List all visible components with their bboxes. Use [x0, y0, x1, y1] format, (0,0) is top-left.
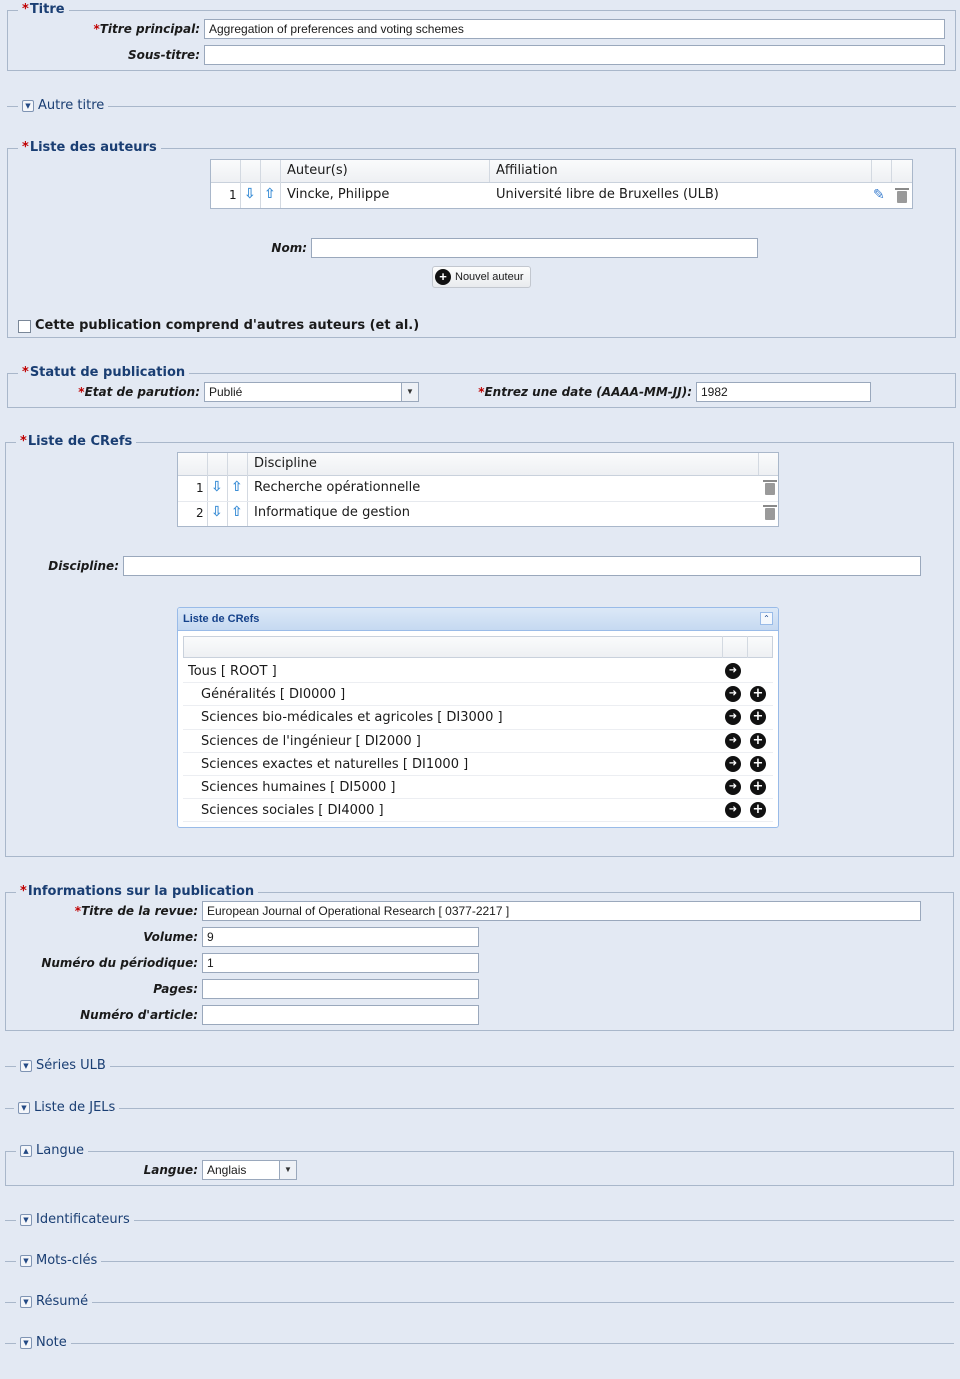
- resume-line: [5, 1302, 954, 1303]
- tree-row-label: Sciences bio-médicales et agricoles [ DI3000 ]: [201, 710, 503, 726]
- revue-input[interactable]: European Journal of Operational Research [ 0377-2217 ]: [202, 901, 921, 921]
- chevron-down-icon: ▼: [20, 1337, 32, 1349]
- add-circle-icon[interactable]: +: [750, 802, 766, 818]
- crefs-tree-panel: [177, 607, 779, 828]
- et-al-label: Cette publication comprend d'autres auteurs (et al.): [35, 318, 420, 333]
- revue-label: *Titre de la revue:: [74, 904, 198, 918]
- column-header-discipline[interactable]: Discipline: [254, 456, 317, 471]
- series-toggle[interactable]: ▼ Séries ULB: [16, 1058, 110, 1074]
- column-header-affiliation[interactable]: Affiliation: [496, 163, 558, 178]
- trash-icon[interactable]: [765, 483, 775, 495]
- identificateurs-line: [5, 1220, 954, 1221]
- chevron-down-icon: ▼: [18, 1102, 30, 1114]
- titre-legend: *Titre: [18, 2, 69, 18]
- langue-label: Langue:: [143, 1163, 198, 1177]
- titre-principal-label: *Titre principal:: [93, 22, 200, 36]
- trash-icon[interactable]: [765, 508, 775, 520]
- tree-row[interactable]: [183, 706, 773, 729]
- auteur-affiliation: Université libre de Bruxelles (ULB): [496, 187, 719, 202]
- tree-header: [183, 636, 773, 658]
- move-down-icon[interactable]: ⇩: [211, 504, 223, 520]
- add-circle-icon[interactable]: +: [750, 709, 766, 725]
- row-number: 1: [196, 481, 204, 495]
- discipline-cell: Recherche opérationnelle: [254, 480, 421, 495]
- chevron-down-icon: ▼: [20, 1296, 32, 1308]
- et-al-checkbox[interactable]: [18, 320, 31, 333]
- sous-titre-label: Sous-titre:: [128, 48, 200, 62]
- arrow-right-circle-icon[interactable]: ➜: [725, 802, 741, 818]
- volume-label: Volume:: [143, 930, 198, 944]
- autre-titre-toggle[interactable]: ▼ Autre titre: [18, 98, 108, 114]
- row-number: 2: [196, 506, 204, 520]
- mots-cles-toggle[interactable]: ▼ Mots-clés: [16, 1253, 101, 1269]
- auteur-name: Vincke, Philippe: [287, 187, 390, 202]
- date-label: *Entrez une date (AAAA-MM-JJ):: [478, 385, 692, 399]
- pages-label: Pages:: [153, 982, 198, 996]
- chevron-up-icon: ▲: [20, 1145, 32, 1157]
- arrow-right-circle-icon[interactable]: ➜: [725, 756, 741, 772]
- discipline-input[interactable]: [123, 556, 921, 576]
- jels-line: [5, 1108, 954, 1109]
- arrow-right-circle-icon[interactable]: ➜: [725, 733, 741, 749]
- move-up-icon[interactable]: ⇧: [231, 504, 243, 520]
- article-label: Numéro d'article:: [80, 1008, 198, 1022]
- move-up-icon[interactable]: ⇧: [264, 186, 276, 202]
- panel-title: Liste de CRefs: [178, 608, 778, 631]
- tree-row-label: Généralités [ DI0000 ]: [201, 687, 346, 703]
- langue-toggle[interactable]: ▲ Langue: [16, 1143, 88, 1159]
- sous-titre-input[interactable]: [204, 45, 945, 65]
- auteurs-legend: *Liste des auteurs: [18, 140, 161, 156]
- tree-row-label: Sciences exactes et naturelles [ DI1000 ]: [201, 756, 469, 772]
- statut-legend: *Statut de publication: [18, 365, 189, 381]
- tree-row[interactable]: [183, 730, 773, 753]
- tree-row-label: Sciences humaines [ DI5000 ]: [201, 780, 396, 795]
- mots-cles-line: [5, 1261, 954, 1262]
- nom-input[interactable]: [311, 238, 758, 258]
- tree-row[interactable]: [183, 776, 773, 799]
- numero-input[interactable]: 1: [202, 953, 479, 973]
- column-header-auteurs[interactable]: Auteur(s): [287, 163, 348, 178]
- jels-toggle[interactable]: ▼ Liste de JELs: [14, 1100, 119, 1116]
- arrow-right-circle-icon[interactable]: ➜: [725, 709, 741, 725]
- chevron-down-icon[interactable]: ▼: [401, 383, 418, 401]
- move-down-icon[interactable]: ⇩: [244, 186, 256, 202]
- move-down-icon[interactable]: ⇩: [211, 479, 223, 495]
- crefs-legend: *Liste de CRefs: [16, 434, 136, 450]
- volume-input[interactable]: 9: [202, 927, 479, 947]
- add-circle-icon[interactable]: +: [750, 779, 766, 795]
- move-up-icon[interactable]: ⇧: [231, 479, 243, 495]
- resume-toggle[interactable]: ▼ Résumé: [16, 1294, 92, 1310]
- titre-principal-input[interactable]: Aggregation of preferences and voting schemes: [204, 19, 945, 39]
- tree-row[interactable]: [183, 753, 773, 776]
- tree-row[interactable]: [183, 660, 773, 683]
- tree-row[interactable]: [183, 683, 773, 706]
- infos-legend: *Informations sur la publication: [16, 884, 258, 900]
- series-line: [5, 1066, 954, 1067]
- nouvel-auteur-button[interactable]: + Nouvel auteur: [432, 266, 531, 288]
- chevron-down-icon[interactable]: ▼: [279, 1161, 296, 1179]
- langue-select[interactable]: Anglais ▼: [202, 1160, 297, 1180]
- note-line: [5, 1343, 954, 1344]
- autre-titre-line: [7, 106, 956, 107]
- trash-icon[interactable]: [897, 191, 907, 203]
- note-toggle[interactable]: ▼ Note: [16, 1335, 71, 1351]
- numero-label: Numéro du périodique:: [41, 956, 198, 970]
- arrow-right-circle-icon[interactable]: ➜: [725, 779, 741, 795]
- chevron-down-icon: ▼: [20, 1060, 32, 1072]
- chevron-down-icon: ▼: [20, 1255, 32, 1267]
- etat-select[interactable]: Publié ▼: [204, 382, 419, 402]
- identificateurs-toggle[interactable]: ▼ Identificateurs: [16, 1212, 134, 1228]
- discipline-cell: Informatique de gestion: [254, 505, 410, 520]
- arrow-right-circle-icon[interactable]: ➜: [725, 686, 741, 702]
- discipline-label: Discipline:: [48, 559, 119, 573]
- collapse-up-icon[interactable]: ⌃: [760, 612, 773, 625]
- chevron-down-icon: ▼: [20, 1214, 32, 1226]
- tree-row[interactable]: [183, 799, 773, 822]
- edit-pencil-icon[interactable]: ✎: [873, 187, 885, 203]
- add-circle-icon[interactable]: +: [750, 686, 766, 702]
- tree-row-label: Tous [ ROOT ]: [188, 664, 277, 679]
- tree-row-label: Sciences de l'ingénieur [ DI2000 ]: [201, 733, 421, 749]
- pages-input[interactable]: [202, 979, 479, 999]
- date-input[interactable]: 1982: [696, 382, 871, 402]
- article-input[interactable]: [202, 1005, 479, 1025]
- etat-label: *Etat de parution:: [78, 385, 200, 399]
- auteurs-grid: [210, 159, 913, 209]
- row-number: 1: [229, 188, 237, 202]
- add-circle-icon[interactable]: +: [750, 756, 766, 772]
- nom-label: Nom:: [271, 241, 307, 255]
- arrow-right-circle-icon[interactable]: ➜: [725, 663, 741, 679]
- crefs-grid: [177, 452, 779, 527]
- chevron-down-icon: ▼: [22, 100, 34, 112]
- add-circle-icon: +: [435, 269, 451, 285]
- add-circle-icon[interactable]: +: [750, 733, 766, 749]
- tree-row-label: Sciences sociales [ DI4000 ]: [201, 803, 384, 819]
